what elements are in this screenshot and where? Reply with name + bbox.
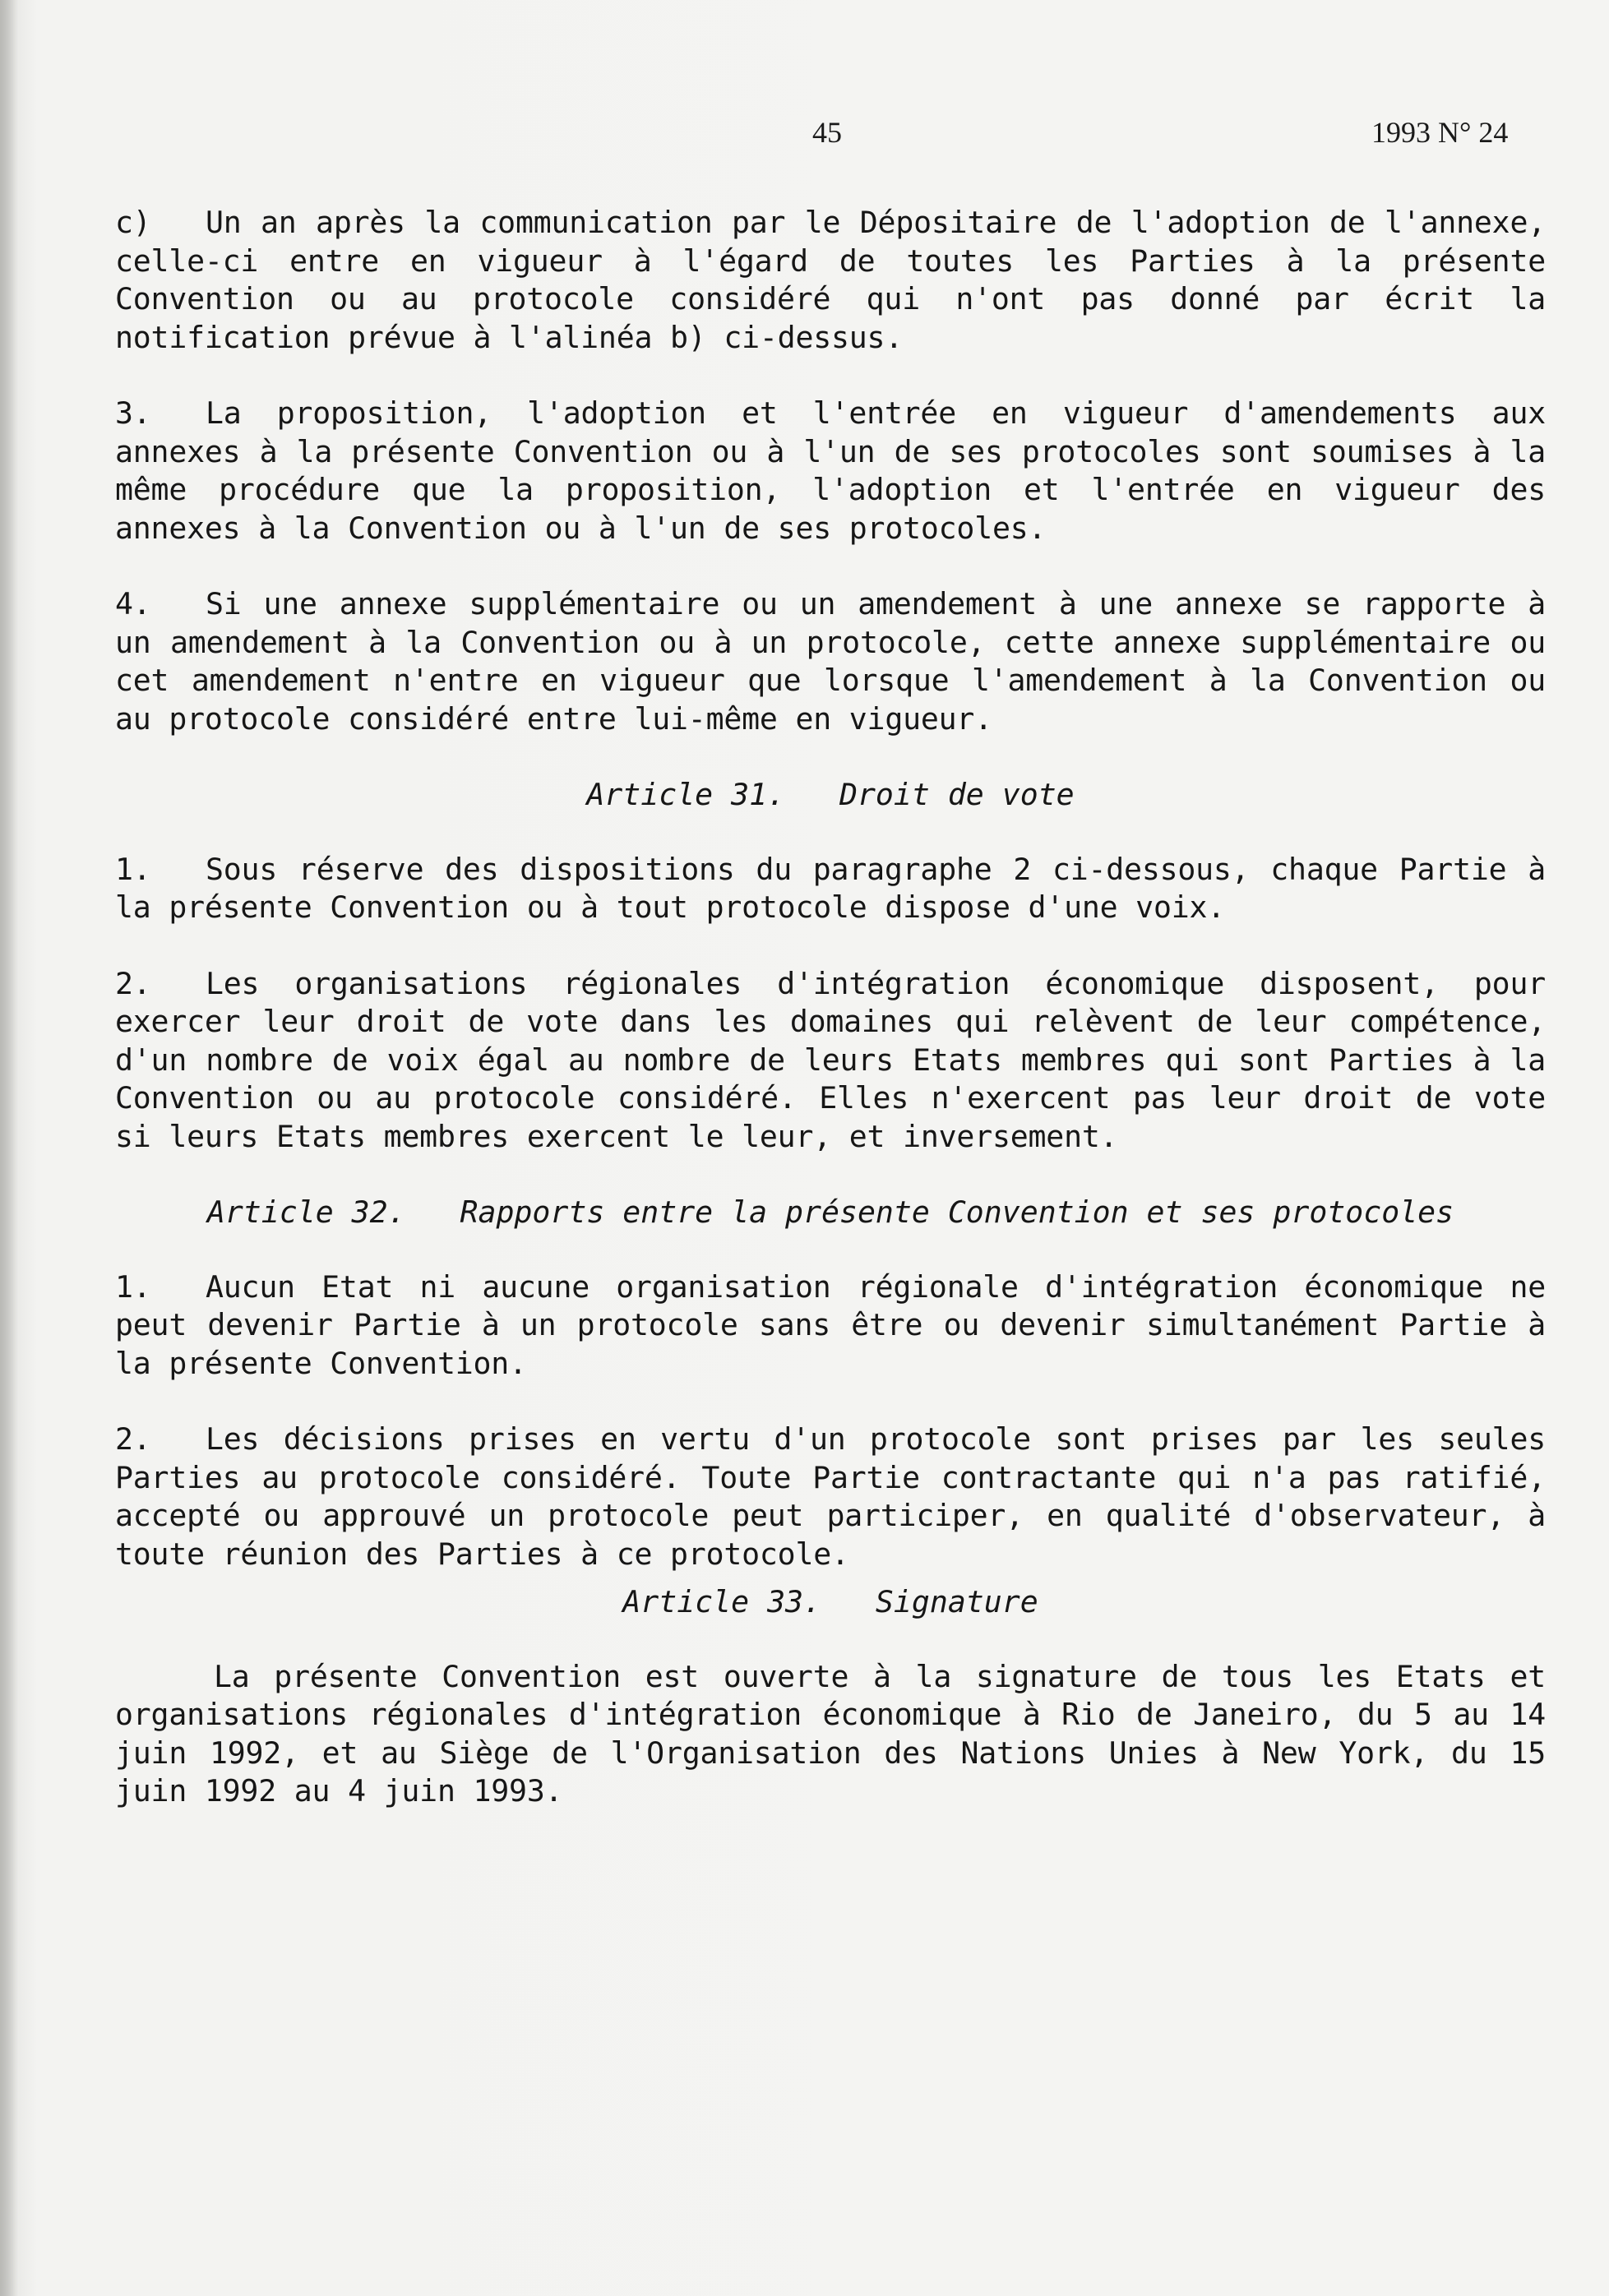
paragraph-4 xyxy=(115,585,1546,738)
paragraph-text: Aucun Etat ni aucune organisation régionale d'intégration économique ne peut devenir Partie à un protocole sans être ou devenir simultanément Partie à la présente Convention. xyxy=(115,1268,1546,1381)
page-number: 45 xyxy=(812,116,842,149)
paragraph-label: 2. xyxy=(115,965,151,1001)
paragraph-text: Sous réserve des dispositions du paragraphe 2 ci-dessous, chaque Partie à la présente Convention ou à tout protocole dispose d'une voix. xyxy=(115,851,1546,925)
document-body xyxy=(115,204,1546,1849)
page-header xyxy=(0,115,1609,156)
paragraph-label: 3. xyxy=(115,395,151,431)
paragraph-label: 2. xyxy=(115,1421,151,1457)
paragraph-3 xyxy=(115,395,1546,547)
paragraph-text: Les décisions prises en vertu d'un protocole sont prises par les seules Parties au protocole considéré. Toute Partie contractante qui n'a pas ratifié, accepté ou approuvé un protocole peut participer, en qualité d'observateur, à toute réunion des Parties à ce protocole. xyxy=(115,1421,1546,1572)
gazette-reference: 1993 N° 24 xyxy=(1371,116,1509,149)
article-31-heading: Article 31. Droit de vote xyxy=(586,777,1075,812)
article-31-paragraph-2 xyxy=(115,965,1546,1157)
paragraph-text: Si une annexe supplémentaire ou un amendement à une annexe se rapporte à un amendement à la Convention ou à un protocole, cette annexe supplémentaire ou cet amendement n'entre en vigueur que lorsque l'amendement à la Convention ou au protocole considéré entre lui-même en vigueur. xyxy=(115,586,1546,737)
paragraph-text: Un an après la communication par le Dépositaire de l'adoption de l'annexe, celle-ci entre en vigueur à l'égard de toutes les Parties à la présente Convention ou au protocole considéré qui n'ont pas donné par écrit la notification prévue à l'alinéa b) ci-dessus. xyxy=(115,205,1546,355)
paragraph-label: 1. xyxy=(115,851,151,887)
article-33-paragraph xyxy=(115,1658,1546,1811)
paragraph-text: La présente Convention est ouverte à la signature de tous les Etats et organisations régionales d'intégration économique à Rio de Janeiro, du 5 au 14 juin 1992, et au Siège de l'Organisation des Nations Unies à New York, du 15 juin 1992 au 4 juin 1993. xyxy=(115,1658,1546,1809)
paragraph-text: La proposition, l'adoption et l'entrée en vigueur d'amendements aux annexes à la présente Convention ou à l'un de ses protocoles sont soumises à la même procédure que la proposition, l'adoption et l'entrée en vigueur des annexes à la Convention ou à l'un de ses protocoles. xyxy=(115,395,1546,546)
paragraph-c xyxy=(115,204,1546,357)
page-edge-shadow xyxy=(0,0,18,2296)
paragraph-text: Les organisations régionales d'intégration économique disposent, pour exercer leur droit de vote dans les domaines qui relèvent de leur compétence, d'un nombre de voix égal au nombre de leurs Etats membres qui sont Parties à la Convention ou au protocole considéré. Elles n'exercent pas leur droit de vote si leurs Etats membres exercent le leur, et inversement. xyxy=(115,965,1546,1154)
article-32-paragraph-2 xyxy=(115,1421,1546,1573)
article-31-paragraph-1 xyxy=(115,851,1546,927)
article-32-paragraph-1 xyxy=(115,1268,1546,1384)
article-33-heading: Article 33. Signature xyxy=(622,1584,1038,1619)
paragraph-label: c) xyxy=(115,205,151,240)
article-32-heading: Article 32. Rapports entre la présente Convention et ses protocoles xyxy=(206,1194,1454,1230)
paragraph-label: 4. xyxy=(115,586,151,621)
paragraph-label: 1. xyxy=(115,1268,151,1305)
